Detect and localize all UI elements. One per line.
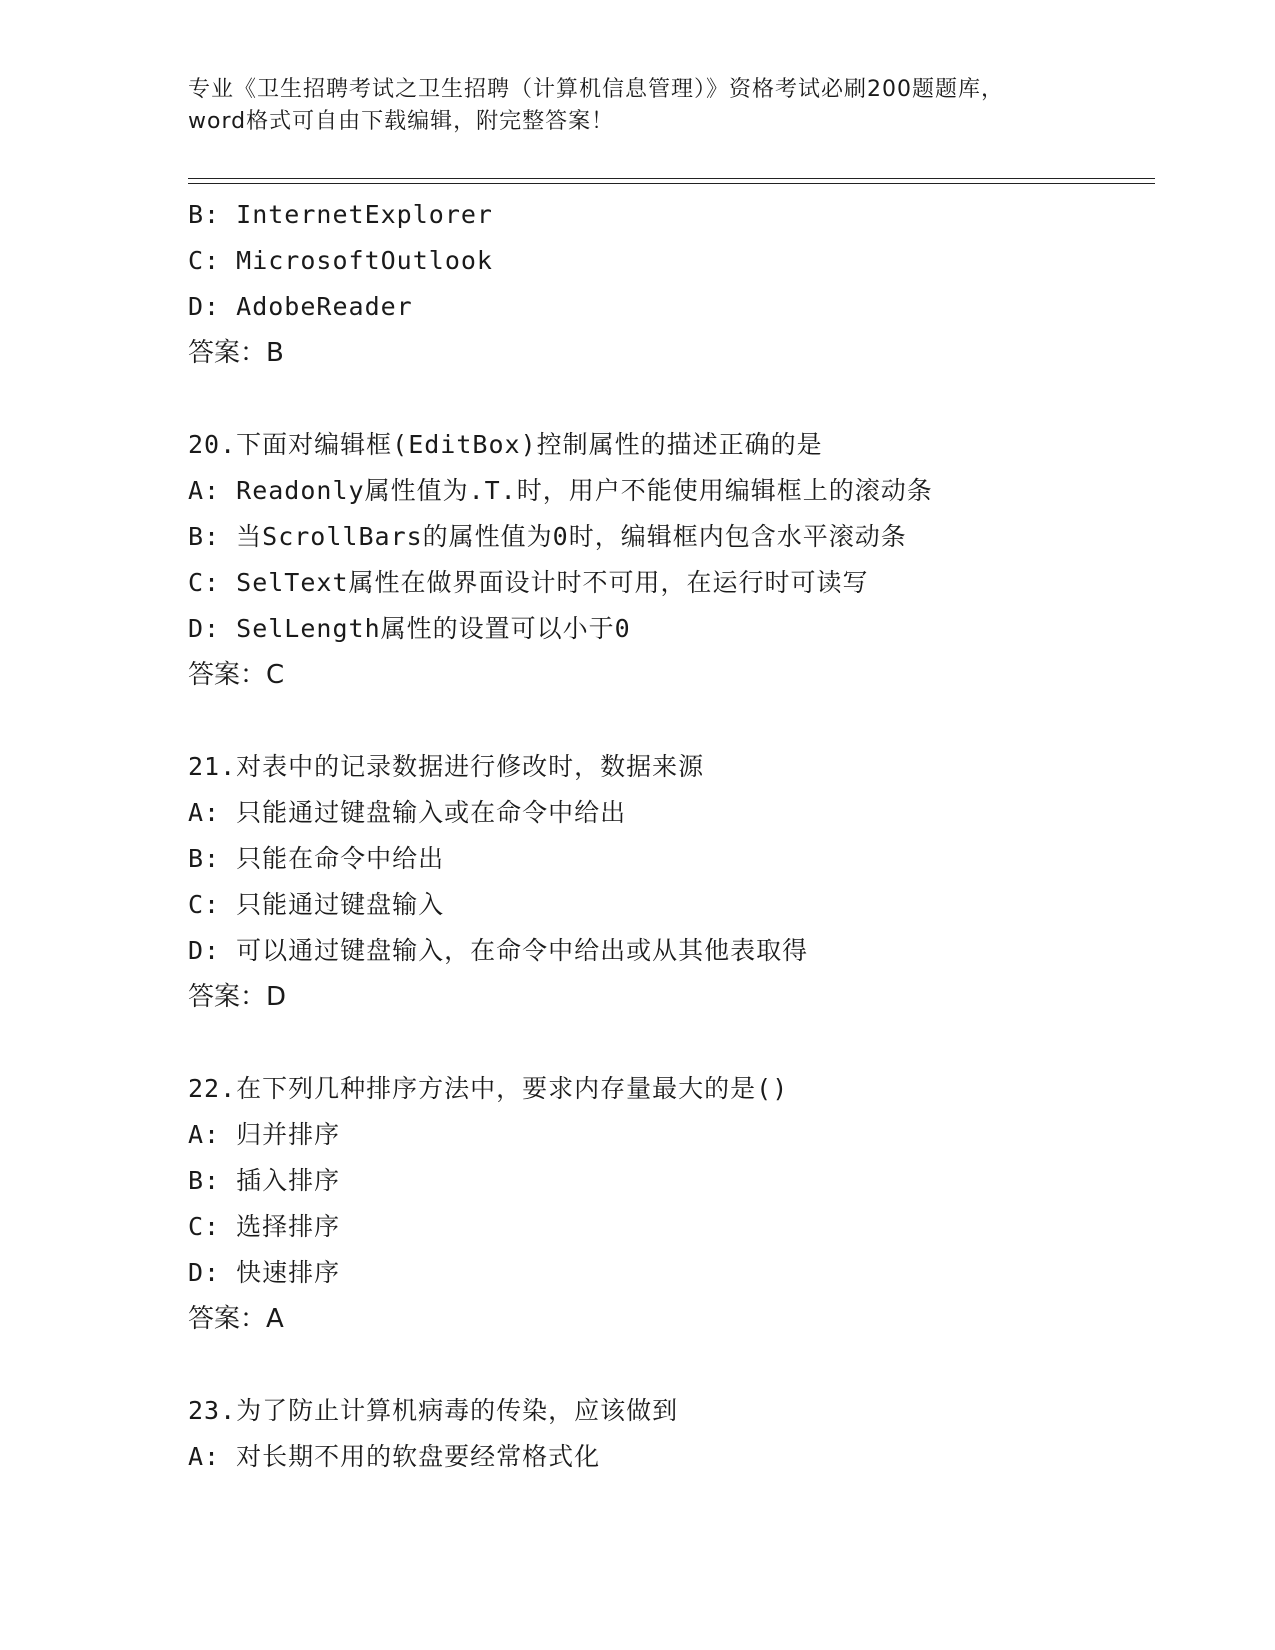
question-19-continuation (188, 192, 1148, 376)
answer-label: 答案：B (188, 338, 284, 368)
option-a: A: Readonly属性值为.T.时，用户不能使用编辑框上的滚动条 (188, 476, 933, 505)
option-b: B: 只能在命令中给出 (188, 844, 445, 873)
option-d: D: 快速排序 (188, 1258, 341, 1287)
question-23 (188, 1388, 1148, 1480)
question-text: 20.下面对编辑框(EditBox)控制属性的描述正确的是 (188, 430, 823, 459)
question-text: 21.对表中的记录数据进行修改时，数据来源 (188, 752, 705, 781)
question-text: 23.为了防止计算机病毒的传染，应该做到 (188, 1396, 679, 1425)
spacer (188, 1020, 1148, 1066)
option-d: D: AdobeReader (188, 292, 413, 321)
header-line-2: word格式可自由下载编辑，附完整答案！ (188, 109, 615, 134)
option-a: A: 对长期不用的软盘要经常格式化 (188, 1442, 601, 1471)
option-c: C: SelText属性在做界面设计时不可用，在运行时可读写 (188, 568, 869, 597)
answer-label: 答案：A (188, 1304, 284, 1334)
option-a: A: 归并排序 (188, 1120, 341, 1149)
spacer (188, 1342, 1148, 1388)
option-c: C: 选择排序 (188, 1212, 341, 1241)
question-22 (188, 1066, 1148, 1342)
question-list (188, 192, 1148, 1480)
answer-label: 答案：C (188, 660, 285, 690)
spacer (188, 376, 1148, 422)
option-c: C: 只能通过键盘输入 (188, 890, 445, 919)
option-d: D: SelLength属性的设置可以小于0 (188, 614, 631, 643)
option-a: A: 只能通过键盘输入或在命令中给出 (188, 798, 627, 827)
option-b: B: InternetExplorer (188, 200, 493, 229)
option-b: B: 当ScrollBars的属性值为0时，编辑框内包含水平滚动条 (188, 522, 907, 551)
question-text: 22.在下列几种排序方法中，要求内存量最大的是() (188, 1074, 789, 1103)
spacer (188, 698, 1148, 744)
option-c: C: MicrosoftOutlook (188, 246, 493, 275)
option-d: D: 可以通过键盘输入，在命令中给出或从其他表取得 (188, 936, 809, 965)
page-header (188, 74, 1088, 138)
answer-label: 答案：D (188, 982, 287, 1012)
question-20 (188, 422, 1148, 698)
header-divider-top (188, 178, 1155, 179)
option-b: B: 插入排序 (188, 1166, 341, 1195)
question-21 (188, 744, 1148, 1020)
header-divider-bottom (188, 183, 1155, 184)
header-line-1: 专业《卫生招聘考试之卫生招聘（计算机信息管理）》资格考试必刷200题题库， (188, 77, 1004, 102)
